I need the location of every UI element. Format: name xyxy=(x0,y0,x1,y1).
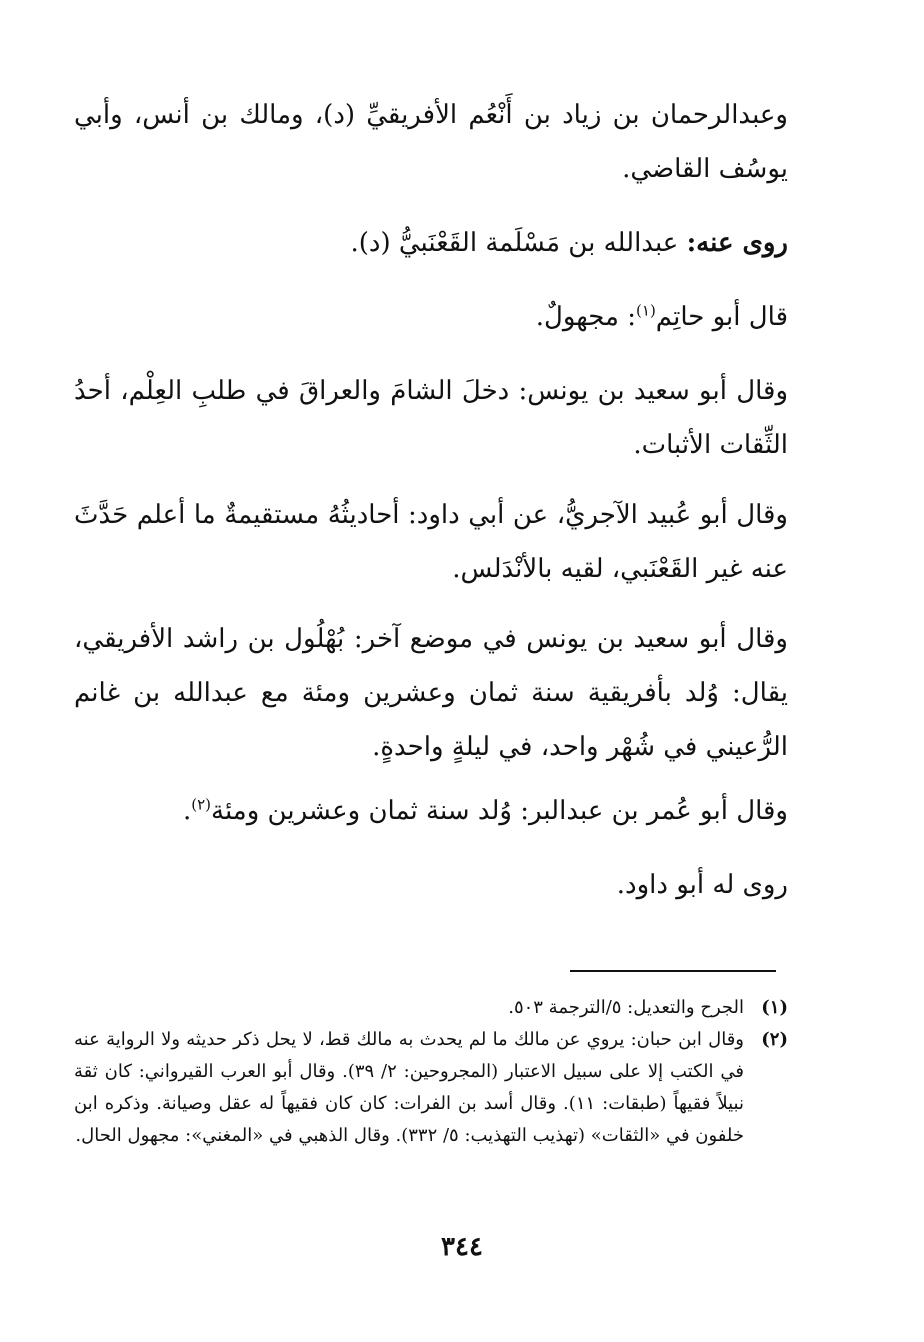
footnote-ref-1[interactable]: (١) xyxy=(636,301,656,320)
footnote-number: (٢) xyxy=(761,1029,788,1050)
narrated-from-label: روى عنه: xyxy=(686,228,788,258)
paragraph-text: وعبدالرحمان بن زياد بن أَنْعُم الأفريقيِّ (د)، ومالك بن أنس، وأبي يوسُف القاضي. xyxy=(74,100,788,184)
footnotes xyxy=(74,992,788,1152)
paragraph-narrated-from xyxy=(74,216,788,270)
paragraph-ibn-yunus-other xyxy=(74,612,788,774)
paragraph-text: قال أبو حاتِم xyxy=(655,302,788,332)
footnote-1 xyxy=(74,992,788,1024)
footnote-text: الجرح والتعديل: ٥/الترجمة ٥٠٣. xyxy=(508,997,744,1018)
paragraph-text: وقال أبو سعيد بن يونس في موضع آخر: بُهْلُول بن راشد الأفريقي، يقال: وُلد بأفريقية سنة ثمان وعشرين ومئة مع عبدالله بن غانم الرُّعيني في شُهْر واحد، في ليلةٍ واحدةٍ. xyxy=(74,624,788,762)
paragraph-text: . xyxy=(182,796,192,826)
footnote-number: (١) xyxy=(761,997,788,1018)
paragraph-text: وقال أبو سعيد بن يونس: دخلَ الشامَ والعراقَ في طلبِ العِلْم، أحدُ الثِّقات الأثبات. xyxy=(74,376,788,460)
paragraph-abu-hatim xyxy=(74,290,788,344)
footnote-text: وقال ابن حبان: يروي عن مالك ما لم يحدث به مالك قط، لا يحل ذكر حديثه ولا الرواية عنه في الكتب إلا على سبيل الاعتبار (المجروحين: ٢/ ٣٩). وقال أبو العرب القيرواني: كان ثقة نبيلاً فقيهاً (طبقات: ١١). وقال أسد بن الفرات: كان كان فقيهاً له عقل وصيانة. وذكره ابن خلفون في «الثقات» (تهذيب التهذيب: ٥/ ٣٣٢). وقال الذهبي في «المغني»: مجهول الحال. xyxy=(74,1029,744,1146)
footnote-2 xyxy=(74,1024,788,1152)
paragraph-teachers xyxy=(74,88,788,196)
paragraph-text: وقال أبو عُبيد الآجريُّ، عن أبي داود: أحاديثُهُ مستقيمةٌ ما أعلم حَدَّثَ عنه غير القَعْنَبي، لقيه بالأنْدَلس. xyxy=(74,500,788,584)
paragraph-text: روى له أبو داود. xyxy=(616,870,788,900)
paragraph-ibn-abd-al-barr xyxy=(74,784,788,838)
footnote-ref-2[interactable]: (٢) xyxy=(191,795,212,814)
page-number: ٣٤٤ xyxy=(441,1232,483,1262)
paragraph-text: عبدالله بن مَسْلَمة القَعْنَبيُّ (د). xyxy=(350,228,679,258)
paragraph-ibn-yunus xyxy=(74,364,788,472)
paragraph-text: : مجهولٌ. xyxy=(535,302,637,332)
footnote-separator xyxy=(570,970,776,972)
paragraph-narrated-by xyxy=(74,858,788,912)
paragraph-ajurri xyxy=(74,488,788,596)
paragraph-text: وقال أبو عُمر بن عبدالبر: وُلد سنة ثمان وعشرين ومئة xyxy=(211,796,788,826)
